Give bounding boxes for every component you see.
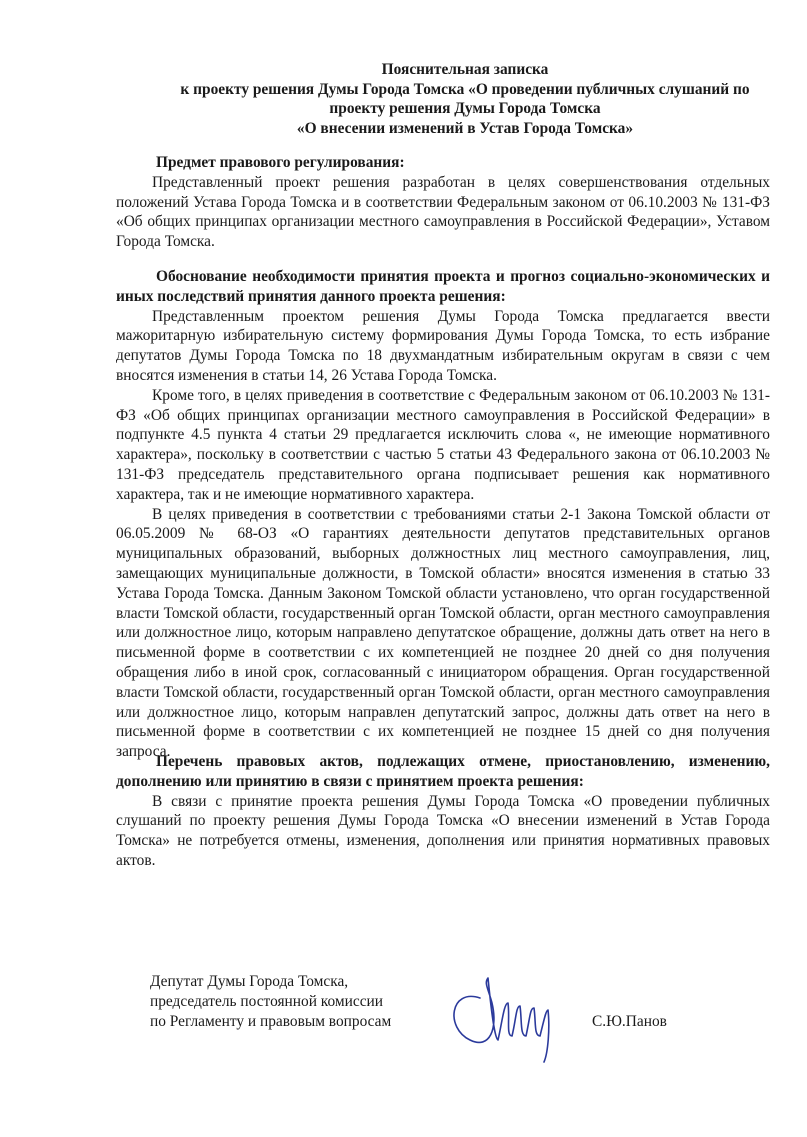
section-subject <box>116 153 770 252</box>
document-title <box>120 60 807 138</box>
signatory-line-1: Депутат Думы Города Томска, <box>150 973 349 990</box>
signatory-line-3: по Регламенту и правовым вопросам <box>150 1013 392 1030</box>
section-heading: Перечень правовых актов, подлежащих отмене, приостановлению, изменению, дополнению или принятию в связи с принятием проекта решения: <box>116 753 770 790</box>
section-heading: Предмет правового регулирования: <box>156 154 405 171</box>
paragraph: Представленным проектом решения Думы Города Томска предлагается ввести мажоритарную избирательную систему формирования Думы Города Томска, то есть избрание депутатов Думы Города Томска по 18 двухмандатным избирательным округам в связи с чем вносятся изменения в статьи 14, 26 Устава Города Томска. <box>116 307 770 384</box>
handwritten-signature <box>440 958 590 1068</box>
paragraph: Кроме того, в целях приведения в соответствие с Федеральным законом от 06.10.2003 № 131-ФЗ «Об общих принципах организации местного самоуправления в Российской Федерации» в подпункте 4.5 пункта 4 статьи 29 предлагается исключить слова «, не имеющие нормативного характера», поскольку в соответствии с частью 5 статьи 43 Федерального закона от 06.10.2003 № 131-ФЗ председатель представительного органа подписывает решения как нормативного характера, так и не имеющие нормативного характера. <box>116 386 770 503</box>
signatory-title <box>150 972 391 1032</box>
title-line-4: «О внесении изменений в Устав Города Томска» <box>296 119 634 137</box>
title-line-1: Пояснительная записка <box>381 61 549 78</box>
section-legal-acts <box>116 752 770 871</box>
title-line-3: проекту решения Думы Города Томска <box>329 100 601 117</box>
signatory-name: С.Ю.Панов <box>592 1013 667 1030</box>
section-heading: Обоснование необходимости принятия проекта и прогноз социально-экономических и иных последствий принятия данного проекта решения: <box>116 268 770 305</box>
title-line-2: к проекту решения Думы Города Томска «О проведении публичных слушаний по <box>180 80 750 98</box>
section-justification <box>116 267 770 762</box>
paragraph: Представленный проект решения разработан в целях совершенствования отдельных положений Устава Города Томска и в соответствии Федеральным законом от 06.10.2003 № 131-ФЗ «Об общих принципах организации местного самоуправления в Российской Федерации», Уставом Города Томска. <box>116 173 770 251</box>
signatory-line-2: председатель постоянной комиссии <box>150 993 384 1010</box>
paragraph: В связи с принятие проекта решения Думы Города Томска «О проведении публичных слушаний по проекту решения Думы Города Томска «О внесении изменений в Устав Города Томска» не потребуется отмены, изменения, дополнения или принятия нормативных правовых актов. <box>116 792 770 869</box>
paragraph: В целях приведения в соответствии с требованиями статьи 2-1 Закона Томской области от 06.05.2009 № 68-ОЗ «О гарантиях деятельности депутатов представительных органов муниципальных образований, выборных должностных лиц местного самоуправления, лиц, замещающих муниципальные должности, в Томской области» вносятся изменения в статью 33 Устава Города Томска. Данным Законом Томской области установлено, что орган государственной власти Томской области, государственный орган Томской области, орган местного самоуправления или должностное лицо, которым направлено депутатское обращение, должны дать ответ на него в письменной форме в соответствии с их компетенцией не позднее 20 дней со дня получения обращения либо в иной срок, согласованный с инициатором обращения. Орган государственной власти Томской области, государственный орган Томской области, орган местного самоуправления или должностное лицо, которым направлен депутатский запрос, должны дать ответ на него в письменной форме в соответствии с их компетенцией не позднее 15 дней со дня получения запроса. <box>116 505 770 761</box>
